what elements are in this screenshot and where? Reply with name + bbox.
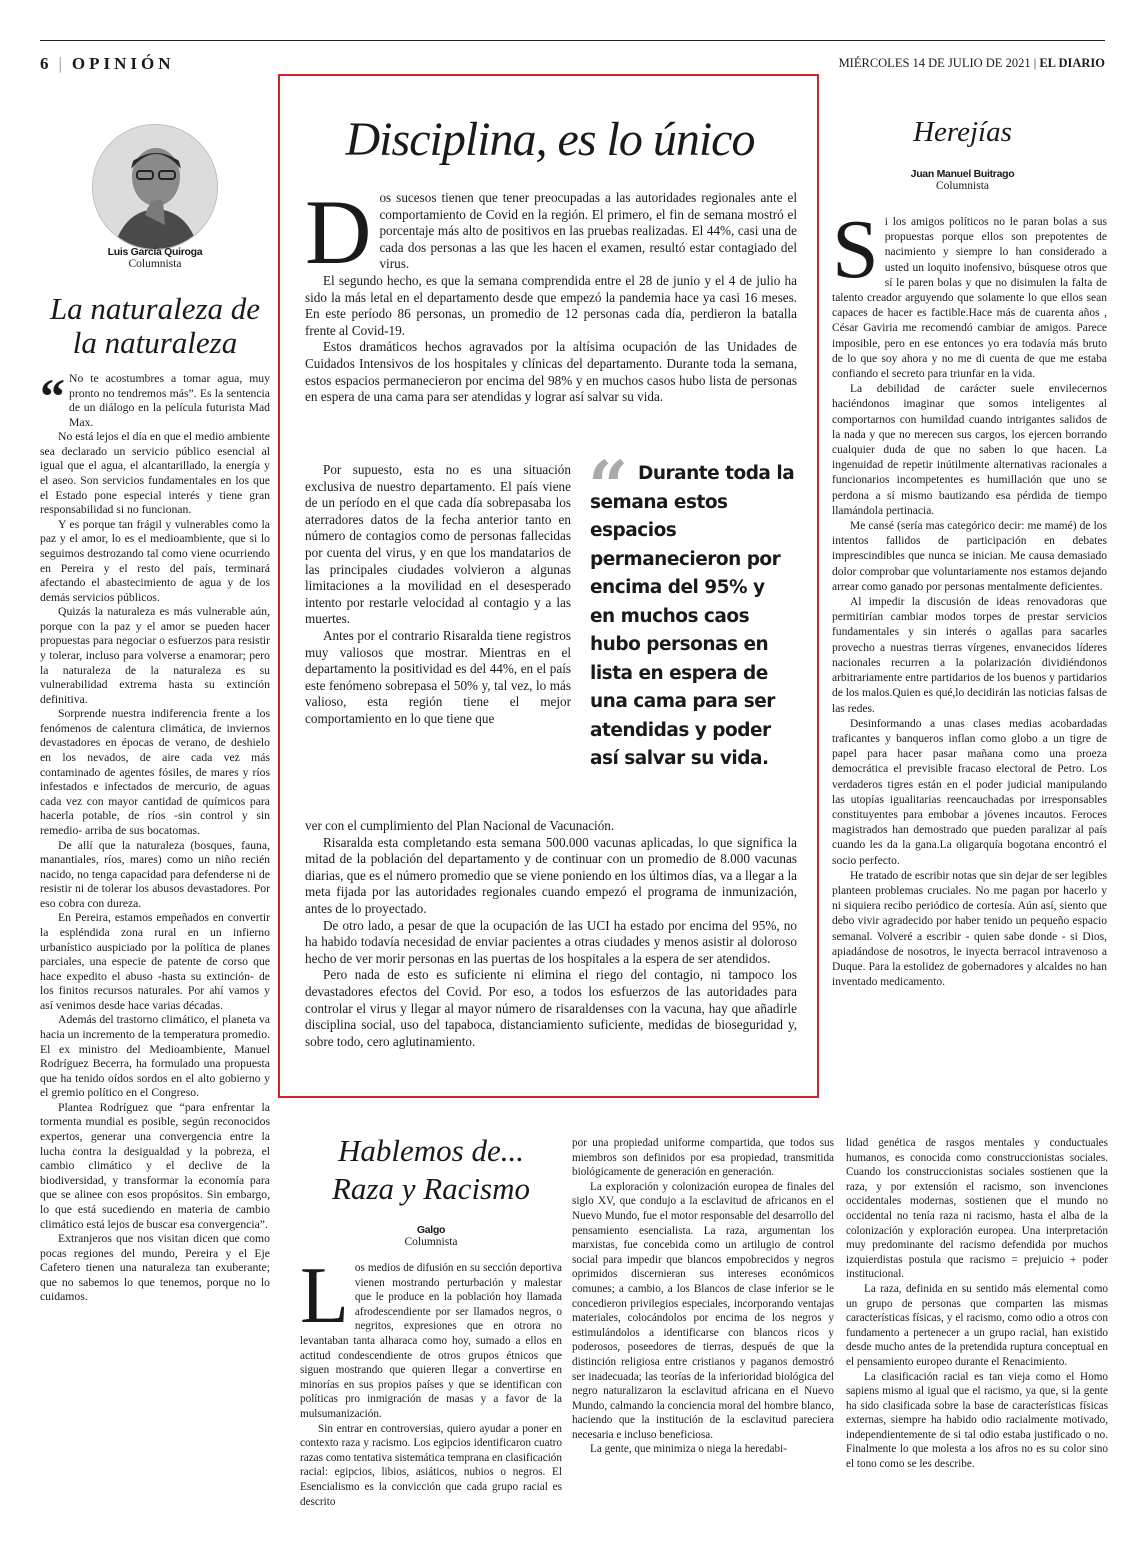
paragraph: Me cansé (sería mas categórico decir: me mamé) de los intentos fallidos de participación en debates imprescindibles que nunca se inician. Me causa demasiado dolor comprobar que voluntariamente nos estamos dejando arrear como ganado por personas mentalmente deficientes. — [832, 520, 1107, 593]
date-header: MIÉRCOLES 14 DE JULIO DE 2021 | EL DIARIO — [838, 56, 1105, 70]
author-name: Juan Manuel Buitrago — [910, 168, 1015, 180]
paragraph: Quizás la naturaleza es más vulnerable aún, porque con la paz y el amor se pueden hacer propuestas para negociar o esfuerzos para resistir y tolerar, incluso para volverse a enamorar; pero la naturaleza de la naturaleza es su vulnerabilidad extrema hasta su extinción definitiva. — [40, 605, 270, 706]
left-byline — [40, 246, 270, 270]
paragraph: Al impedir la discusión de ideas renovadoras que permitirían cambiar modos torpes de prestar servicios fundamentales y sin interés o agallas para sacarles provecho a nuestras tierras vírgenes, envanecidos líderes nacionales recurren a la polarización dividiéndonos arbitrariamente entre partidarios de los buenos y partidarios de los malos.Quien es qué,lo decidirán las noticias falsas de las redes. — [832, 596, 1107, 715]
author-role: Columnista — [404, 1236, 458, 1248]
paragraph: La gente, que minimiza o niega la heredabi- — [590, 1443, 787, 1456]
left-lead: “ No te acostumbres a tomar agua, muy pronto no tendremos más”. Es la sentencia de un diálogo en la película futurista Mad Max. — [40, 368, 270, 429]
main-article-narrow — [305, 462, 571, 728]
paragraph: Estos dramáticos hechos agravados por la altísima ocupación de las Unidades de Cuidados Intensivos de los hospitales y clínicas del departamento. Durante toda la semana, estos espacios permanecieron por encima del 98% y en muchos casos hubo lista de personas en espera de una cama para ser atendidas y lograr así salvar su vida. — [305, 339, 797, 405]
bottom-article-title: Hablemos de... Raza y Racismo — [331, 1133, 531, 1206]
paragraph: Desinformando a unas clases medias acobardadas traficantes y banqueros inflan como globo a un tigre de papel para hacer pasar mañana como una proeza democrática el previsible fracaso electoral de Petro. Los verdaderos tigres están en el poder judicial manipulando las utopías igualitarias reencauchadas por irresponsables constituyentes para embobar a jóvenes incautos. Feroces magistrados han demostrado que pueden paralizar al país cuando les da la gana.La oligarquía bogotana encontró el socio perfecto. — [832, 717, 1107, 867]
paragraph: No está lejos el día en que el medio ambiente sea declarado un servicio público esencial al igual que el agua, el alcantarillado, la energía y el aseo. Son servicios fundamentales en los que el Estado pone especial interés y tiene gran responsabilidad si no funcionan. — [40, 430, 270, 517]
dropcap-l: L — [300, 1252, 349, 1340]
author-name: Luis García Quiroga — [107, 246, 203, 258]
paragraph: Por supuesto, esta no es una situación exclusiva de nuestro departamento. El país viene de un período en el que cada día sobrepasaba los aterradores datos de la fecha anterior tanto en número de contagios como de personas fallecidas por cuenta del virus, y en que los mandatarios de las principales ciudades volvieron a algunas limitaciones a la movilidad en el desesperado intento por restarle velocidad al contagio y a las muertes. — [305, 462, 571, 627]
paragraph: Y es porque tan frágil y vulnerables como la paz y el amor, lo es el medioambiente, que si lo seguimos destrozando tal como viene ocurriendo en Pereira y el resto del país, terminará afectando el abastecimiento de agua y de los demás servicios públicos. — [40, 517, 270, 604]
dropcap-s: S — [832, 203, 879, 296]
quote-mark-icon: “ — [40, 368, 65, 424]
paragraph: Pero nada de esto es suficiente ni elimina el riego del contagio, ni tampoco los devastadores efectos del Covid. Por eso, a todos los esfuerzos de las autoridades para controlar el virus y llegar al mayor número de risaraldenses con la vacuna, hay que añadirle disciplina social, uso del tapaboca, distanciamiento suficiente, medidas de bioseguridad y, sobre todo, cero aglutinamiento. — [305, 967, 797, 1049]
bottom-first-paragraph: Los medios de difusión en su sección deportiva vienen mostrando perturbación y malestar que le produce en la población hoy llamada afrodescendiente por ser llamados negros, o negritos, expresiones que en otrora no levantaban tanta alharaca como hoy, sumado a ellos en actitud condescendiente de otros grupos étnicos que siguen mostrando que quieren llegar a convertirse en minorías en sus propios países y que se identifican con políticas pro inmigración de masas y a favor de la mulsumanización. — [300, 1252, 562, 1420]
pullquote-mark-icon: “ — [588, 445, 629, 528]
issue-date: MIÉRCOLES 14 DE JULIO DE 2021 — [838, 56, 1031, 70]
paragraph: He tratado de escribir notas que sin dejar de ser legibles planteen problemas cruciales. No me pagan por hacerlo y ni siquiera recibo periódico de cortesía. Aún así, siento que debo vivir agradecido por haber tenido un pequeño espacio semanal. Volveré a escribir - quien sabe donde - si Dios, apiadándose de nosotros, le inyecta berracol intravenoso a Duque. Para la estolidez de gobernadores y alcaldes no han inventado medicamento. — [832, 869, 1107, 989]
pullquote: Durante toda la semana estos espacios permanecieron por encima del 95% y en muchos caos hubo personas en lista en espera de una cama para ser atendidas y poder así salvar su vida. — [590, 463, 795, 769]
paragraph: Plantea Rodríguez que “para enfrentar la tormenta mundial es posible, según reconocidos expertos, generar una convergencia entre la lucha contra la desigualdad y la pobreza, el cambio climático y el declive de la biodiversidad, y transformar la economía para que se alinee con esos propósitos. Sin embargo, lo que está sucediendo en materia de cambio climático está lejos de buscar esa convergencia”. — [40, 1100, 270, 1231]
paragraph: El segundo hecho, es que la semana comprendida entre el 28 de junio y el 4 de julio ha sido la más letal en el departamento desde que empezó la pandemia hace ya casi 16 meses. En este período 86 personas, un promedio de 12 personas cada día, perdieron la batalla frente al Covid-19. — [305, 272, 797, 338]
paragraph: lidad genética de rasgos mentales y conductuales humanos, es conocida como construccionistas sociales. Cuando los construccionistas sociales sostienen que la raza, y por extensión el racismo, son invenciones occidentales modernas, sostienen que el mundo no occidental no tenía raza ni racismo, hasta el alba de la colonización y exploración europea. Una interpretación muy predominante del racismo defendida por muchos izquierdistas postula que racismo = prejuicio + poder institucional. — [846, 1137, 1108, 1281]
paragraph: La debilidad de carácter suele envilecernos haciéndonos imaginar que somos inteligentes al comportarnos con humildad cuando intrigantes salidos de la nada y que no merecen sus cargos, los ejercen borrando cualquier duda de que no saben lo que hacen. La ingenuidad de repetir inútilmente alternativas racionales a funcionarios incompetentes es humillación que uno se perdona a sí mismo bautizando esa pérdida de tiempo llamándola pertinacia. — [832, 383, 1107, 517]
paragraph: Sorprende nuestra indiferencia frente a los fenómenos de calentura climática, de inviernos devastadores en épocas de verano, de deshielo en los nevados, de aire cada vez más contaminado de agentes fósiles, de mares y ríos infestados e infectados de mercurio, de aguas cada vez con mayor cantidad de químicos para hacerla potable, de ríos -sin control y sin remedio- arriba de sus bocatomas. — [40, 707, 270, 837]
author-role: Columnista — [128, 258, 182, 270]
paragraph: Antes por el contrario Risaralda tiene registros muy valiosos que mostrar. Mientras en el departamento la positividad es del 44%, en el país este fenómeno sobrepasa el 50% y, tal vez, lo más valioso, esta región tiene el mejor comportamiento en lo que tiene que — [305, 627, 571, 726]
paragraph: Risaralda esta completando esta semana 500.000 vacunas aplicadas, lo que significa la mitad de la población del departamento y de continuar con un promedio de 8.000 vacunas diarias, que es el número promedio que se viene poniendo en los últimos días, va a llegar a la meta fijada por las autoridades regionales cuando empezó el programa de inmunización, antes de lo proyectado. — [305, 834, 797, 916]
left-article-title: La naturaleza de la naturaleza — [49, 291, 261, 360]
paragraph: Sin entrar en controversias, quiero ayudar a poner en contexto raza y racismo. Los egipcios identificaron cuatro razas como tentativa sistemática temprana en clasificación racial: egipcios, libios, asiáticos, nubios o negros. El Esencialismo es la convicción que cada grupo racial es descrito — [300, 1422, 562, 1508]
main-article-bottom — [305, 818, 797, 1050]
paragraph: por una propiedad uniforme compartida, que todos sus miembros son definidos por esa propiedad, transmitida biológicamente de generación en generación. — [572, 1137, 834, 1179]
bottom-col-1 — [300, 1252, 562, 1509]
author-name: Galgo — [416, 1224, 446, 1236]
author-portrait — [92, 124, 218, 250]
section-name: OPINIÓN — [71, 54, 175, 73]
right-article-body — [832, 203, 1107, 990]
author-role: Columnista — [935, 180, 990, 192]
page-number: 6 — [40, 54, 53, 73]
paragraph: La exploración y colonización europea de finales del siglo XV, que condujo a la esclavitud de africanos en el Nuevo Mundo, fue el motor responsable del desarrollo del pensamiento esencialista. La raza, argumentan los marxistas, fue concebida como un artilugio de control social para impedir que blancos empobrecidos y negros oprimidos discernieran sus intereses económicos comunes; a cambio, a los Blancos de clase inferior se le concedieron privilegios especiales, incorporando ventajas materiales, colocándolos por encima de los negros y estimulándolos a identificarse con blancos ricos y poderosos, poseedores de tierras, después de que la distinción religiosa entre cristianos y paganos demostró ser inadecuada; las teorías de la inferioridad biológica del negro naturalizaron la esclavitud africana en el Nuevo Mundo, calmando la conciencia moral del hombre blanco, haciendo que la institución de la esclavitud pareciera necesaria e incluso beneficiosa. — [572, 1180, 834, 1441]
paragraph: En Pereira, estamos empeñados en convertir la espléndida zona rural en un infierno urbanístico auspiciado por la política de planes parciales, una especie de patente de corso que hace expedito el abuso -hasta su extinción- de los finitos recursos naturales. Por ahí vamos y así venimos desde hace varias décadas. — [40, 911, 270, 1012]
paragraph: ver con el cumplimiento del Plan Nacional de Vacunación. — [305, 818, 615, 833]
main-article-title: Disciplina, es lo único — [345, 113, 755, 166]
paragraph: Además del trastorno climático, el planeta va hacia un incremento de la temperatura promedio. El ex ministro del Medioambiente, Manuel Rodríguez Becerra, ha formulado una propuesta que ha tenido oídos sordos en el alto gobierno y el gremio político en el Congreso. — [40, 1013, 270, 1100]
header-rule — [40, 40, 1105, 41]
bottom-col-3 — [846, 1136, 1108, 1472]
bottom-col-2 — [572, 1136, 834, 1457]
paragraph: De otro lado, a pesar de que la ocupación de las UCI ha estado por encima del 95%, no ha habido todavía necesidad de enviar pacientes a otras ciudades y menos asistir al doloroso hecho de ver morir personas en las puertas de los hospitales a la espera de ser atendidos. — [305, 917, 797, 966]
portrait-image — [93, 125, 218, 250]
left-article-body — [40, 368, 270, 1305]
main-first-paragraph: Dos sucesos tienen que tener preocupadas a las autoridades regionales ante el comportamiento de Covid en la región. El primero, el fin de semana mostró el porcentaje más alto de positivos en las pruebas realizadas. El 44%, casi una de cada dos personas a las que les hacen el examen, resultó estar contagiado del virus. — [305, 181, 797, 283]
paragraph: De allí que la naturaleza (bosques, fauna, manantiales, ríos, mares) como un niño recién nacido, no tenga capacidad para defenderse ni de resistir ni de tolerar los abusos devastadores. Por eso cobra con dureza. — [40, 838, 270, 910]
paragraph: Extranjeros que nos visitan dicen que como pocas regiones del mundo, Pereira y el Eje Cafetero tienen una naturaleza tan exuberante; que no sabemos lo que tenemos, porque no lo cuidamos. — [40, 1232, 270, 1304]
right-article-title: Herejías — [913, 116, 1012, 148]
paragraph: La raza, definida en su sentido más elemental como un grupo de personas que comparten las mismas características físicas, y el racismo, como odio a otros con fundamento a pertenecer a un grupo racial, han existido desde mucho antes de la pretendida ruptura conceptual en el pensamiento europeo durante el Renacimiento. — [846, 1282, 1108, 1368]
paper-name: EL DIARIO — [1039, 56, 1105, 70]
dropcap-d: D — [305, 181, 372, 283]
main-article-top — [305, 181, 797, 406]
paragraph: La clasificación racial es tan vieja como el Homo sapiens mismo al igual que el racismo, ya que, si la gente ha sido clasificada sobre la base de características físicas externas, siempre ha habido odio racialmente motivado, independientemente de si tal odio estaba justificado o no. Finalmente lo que molesta a los afros no es su color sino el tono como se les describe. — [846, 1370, 1108, 1471]
page-section-header: 6 | OPINIÓN — [40, 54, 175, 73]
right-first-paragraph: Si los amigos políticos no le paran bolas a sus propuestas porque ellos son prepotentes de nacimiento y siempre lo han considerado a usted un loquito inofensivo, búsquese otros que sí le paren bolas y que no disimulen la falta de talento creador arguyendo que solamente lo que ellos sean capaces de hacer es factible.Hace más de cuarenta años , César Gaviria me recomendó cambiar de amigos. Parece imposible, pero en ese entonces yo era todavía más bruto de lo que soy ahora y no me di cuenta de que me estaba confiando el secreto para triunfar en la vida. — [832, 203, 1107, 381]
bottom-byline — [300, 1224, 562, 1248]
right-byline — [820, 168, 1105, 192]
